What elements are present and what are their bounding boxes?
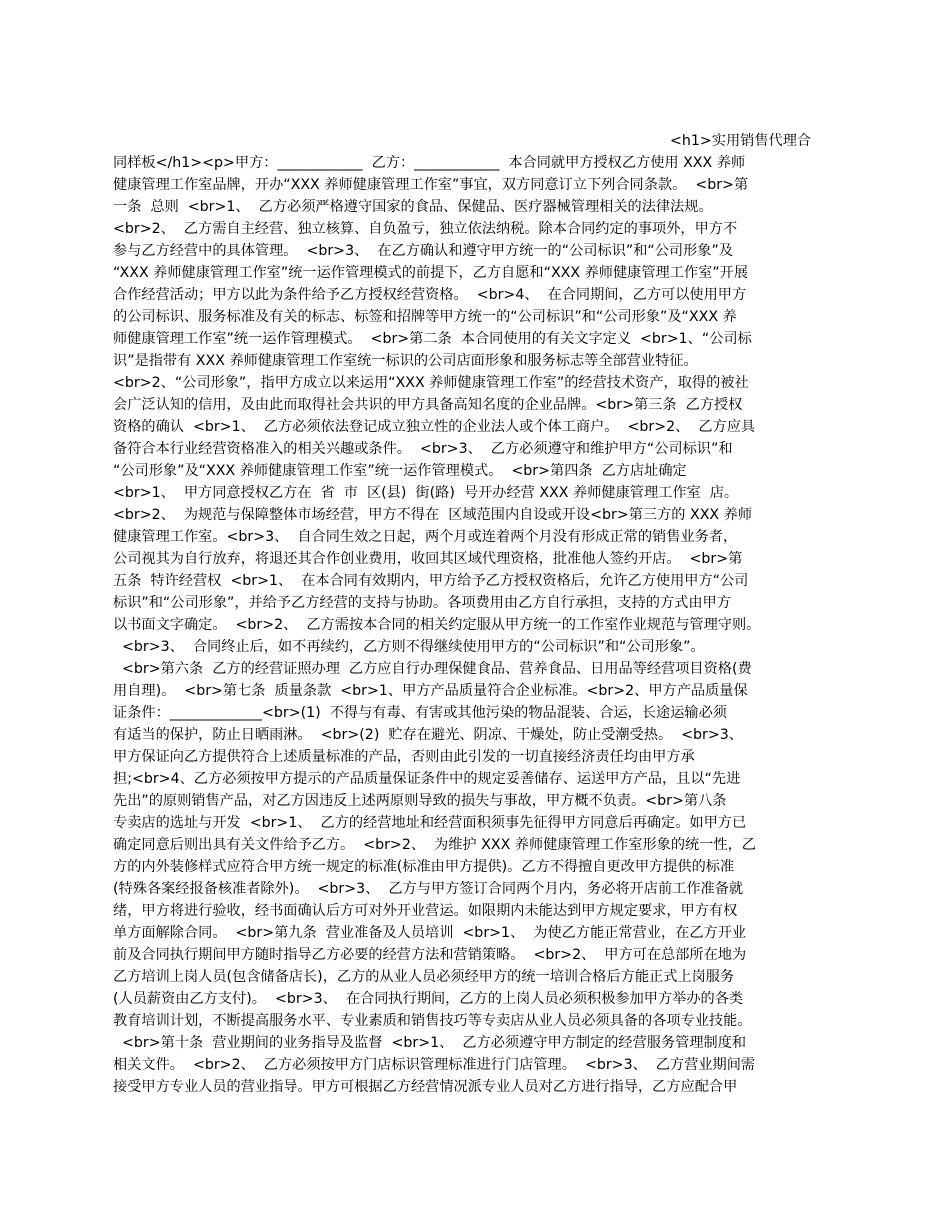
document-line: 相关文件。 <br>2、 乙方必须按甲方门店标识管理标准进行门店管理。 <br>3、 乙方营业期间需 — [113, 1057, 756, 1073]
document-line: 参与乙方经营中的具体管理。 <br>3、 在乙方确认和遵守甲方统一的“公司标识”和“公司形象”及 — [113, 243, 734, 259]
document-line: (特殊各案经报备核准者除外)。 <br>3、 乙方与甲方签订合同两个月内，务必将开店前工作准备就 — [113, 881, 744, 897]
document-line: 师健康管理工作室”统一运作管理模式。 <br>第二条 本合同使用的有关文字定义 <br>1、“公司标 — [113, 331, 752, 347]
document-line: 专卖店的选址与开发 <br>1、 乙方的经营地址和经营面积须事先征得甲方同意后再确定。如甲方已 — [113, 815, 747, 831]
document-line: 方的内外装修样式应符合甲方统一规定的标准(标准由甲方提供)。乙方不得擅自更改甲方提供的标准 — [113, 859, 735, 875]
document-line: <br>3、 合同终止后，如不再续约，乙方则不得继续使用甲方的“公司标识”和“公司形象”。 — [113, 639, 705, 655]
document-line: <h1>实用销售代理合 — [670, 133, 812, 149]
document-line: 有适当的保护，防止日晒雨淋。 <br>(2) 贮存在避光、阴凉、干燥处，防止受潮受热。 <br>3、 — [113, 727, 743, 743]
document-line: 资格的确认 <br>1、 乙方必须依法登记成立独立性的企业法人或个体工商户。 <br>2、 乙方应具 — [113, 419, 756, 435]
document-line: 的公司标识、服务标准及有关的标志、标签和招牌等甲方统一的“公司标识”和“公司形象”及“XXX 养 — [113, 309, 737, 325]
document-line: “XXX 养师健康管理工作室”统一运作管理模式的前提下，乙方自愿和“XXX 养师健康管理工作室”开展 — [113, 265, 749, 281]
document-line: 备符合本行业经营资格准入的相关兴趣或条件。 <br>3、 乙方必须遵守和维护甲方“公司标识”和 — [113, 441, 733, 457]
document-line: <br>第十条 营业期间的业务指导及监督 <br>1、 乙方必须遵守甲方制定的经营服务管理制度和 — [113, 1035, 747, 1051]
document-line: 健康管理工作室。<br>3、 自合同生效之日起，两个月或连着两个月没有形成正常的销售业务者， — [113, 529, 738, 545]
document-line: 合作经营活动；甲方以此为条件给予乙方授权经营资格。 <br>4、 在合同期间，乙方可以使用甲方 — [113, 287, 747, 303]
document-line: <br>2、“公司形象”，指甲方成立以来运用“XXX 养师健康管理工作室”的经营技术资产，取得的被社 — [113, 375, 749, 391]
document-line: <br>1、 甲方同意授权乙方在 省 市 区(县) 街(路) 号开办经营 XXX 养师健康管理工作室 店。 — [113, 485, 739, 501]
document-line: 甲方保证向乙方提供符合上述质量标准的产品，否则由此引发的一切直接经济责任均由甲方承 — [113, 749, 695, 765]
document-line: 用自理)。 <br>第七条 质量条款 <br>1、甲方产品质量符合企业标准。<br>2、甲方产品质量保 — [113, 683, 748, 699]
document-line: 公司视其为自行放弃，将退还其合作创业费用，收回其区域代理资格，批准他人签约开店。 <br>第 — [113, 551, 743, 567]
document-line: 确定同意后则出具有关文件给予乙方。 <br>2、 为维护 XXX 养师健康管理工作室形象的统一性，乙 — [113, 837, 756, 853]
document-line: <br>第六条 乙方的经营证照办理 乙方应自行办理保健食品、营养食品、日用品等经营项目资格(费 — [113, 661, 752, 677]
document-line: 同样板</h1><p>甲方：____________ 乙方：____________ 本合同就甲方授权乙方使用 XXX 养师 — [113, 155, 746, 171]
document-line: <br>2、 乙方需自主经营、独立核算、自负盈亏，独立依法纳税。除本合同约定的事项外，甲方不 — [113, 221, 738, 237]
document-line: 一条 总则 <br>1、 乙方必须严格遵守国家的食品、保健品、医疗器械管理相关的法律法规。 — [113, 199, 713, 215]
document-line: 担;<br>4、乙方必须按甲方提示的产品质量保证条件中的规定妥善储存、运送甲方产品，且以“先进 — [113, 771, 741, 787]
document-line: 证条件：_____________<br>(1) 不得与有毒、有害或其他污染的物品混装、合运，长途运输必须 — [113, 705, 727, 721]
document-line: 标识”和“公司形象”，并给予乙方经营的支持与协助。各项费用由乙方自行承担，支持的方式由甲方 — [113, 595, 731, 611]
document-line: 接受甲方专业人员的营业指导。甲方可根据乙方经营情况派专业人员对乙方进行指导，乙方应配合甲 — [113, 1079, 738, 1095]
document-line: 健康管理工作室品牌，开办“XXX 养师健康管理工作室”事宜，双方同意订立下列合同条款。 <br>第 — [113, 177, 749, 193]
document-line: (人员薪资由乙方支付)。 <br>3、 在合同执行期间，乙方的上岗人员必须积极参加甲方举办的各类 — [113, 991, 744, 1007]
document-line: 以书面文字确定。 <br>2、 乙方需按本合同的相关约定服从甲方统一的工作室作业规范与管理守则。 — [113, 617, 761, 633]
document-line: 先出”的原则销售产品，对乙方因违反上述两原则导致的损失与事故，甲方概不负责。<br>第八条 — [113, 793, 727, 809]
document-line: 前及合同执行期间甲方随时指导乙方必要的经营方法和营销策略。 <br>2、 甲方可在总部所在地为 — [113, 947, 747, 963]
document-line: 单方面解除合同。 <br>第九条 营业准备及人员培训 <br>1、 为使乙方能正常营业，在乙方开业 — [113, 925, 747, 941]
document-line: 识”是指带有 XXX 养师健康管理工作室统一标识的公司店面形象和服务标志等全部营业特征。 — [113, 353, 698, 369]
document-line: <br>2、 为规范与保障整体市场经营，甲方不得在 区域范围内自设或开设<br>第三方的 XXX 养师 — [113, 507, 753, 523]
document-line: 绪，甲方将进行验收，经书面确认后方可对外开业营运。如限期内未能达到甲方规定要求，甲方有权 — [113, 903, 738, 919]
document-line: “公司形象”及“XXX 养师健康管理工作室”统一运作管理模式。 <br>第四条 乙方店址确定 — [113, 463, 687, 479]
document-line: 五条 特许经营权 <br>1、 在本合同有效期内，甲方给予乙方授权资格后，允许乙方使用甲方“公司 — [113, 573, 749, 589]
document-line: 乙方培训上岗人员(包含储备店长)，乙方的从业人员必须经甲方的统一培训合格后方能正式上岗服务 — [113, 969, 735, 985]
document-line: 教育培训计划，不断提高服务水平、专业素质和销售技巧等专卖店从业人员必须具备的各项专业技能。 — [113, 1013, 752, 1029]
document-line: 会广泛认知的信用，及由此而取得社会共识的甲方具备高知名度的企业品牌。<br>第三条 乙方授权 — [113, 397, 743, 413]
